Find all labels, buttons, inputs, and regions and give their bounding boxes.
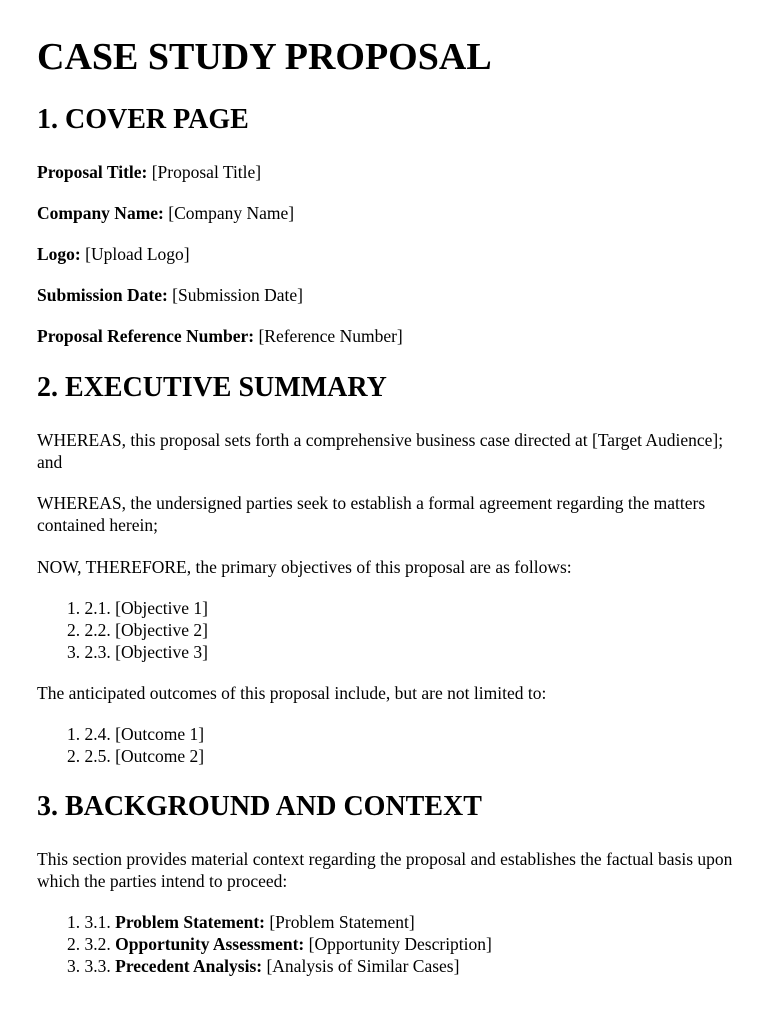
- list-item: 2. 2.2. [Objective 2]: [67, 620, 208, 640]
- item-label: Opportunity Assessment:: [115, 934, 305, 954]
- paragraph-whereas-1: WHEREAS, this proposal sets forth a comprehensive business case directed at [Target Audience]; and: [37, 430, 724, 472]
- paragraph-now-therefore: NOW, THEREFORE, the primary objectives of this proposal are as follows:: [37, 557, 572, 577]
- field-logo: [37, 243, 737, 265]
- field-proposal-title: [37, 161, 737, 183]
- list-item: [37, 933, 492, 955]
- item-number: 2. 3.2.: [67, 934, 116, 954]
- paragraph-anticipated-outcomes: The anticipated outcomes of this proposal include, but are not limited to:: [37, 683, 547, 703]
- item-value: [Problem Statement]: [269, 912, 415, 932]
- field-label: Logo:: [37, 244, 81, 264]
- item-label: Precedent Analysis:: [115, 956, 263, 976]
- objectives-list: [37, 597, 208, 663]
- field-label: Company Name:: [37, 203, 164, 223]
- list-item: 1. 2.1. [Objective 1]: [67, 598, 208, 618]
- section-heading-background-and-context: 3. BACKGROUND AND CONTEXT: [37, 791, 482, 822]
- paragraph-background-intro: This section provides material context regarding the proposal and establishes the factual basis upon which the parties intend to proceed:: [37, 849, 733, 891]
- list-item: 2. 2.5. [Outcome 2]: [67, 746, 205, 766]
- list-item: [37, 955, 492, 977]
- section-heading-executive-summary: 2. EXECUTIVE SUMMARY: [37, 372, 387, 403]
- outcomes-list: [37, 723, 204, 767]
- paragraph-whereas-2: WHEREAS, the undersigned parties seek to establish a formal agreement regarding the matters contained herein;: [37, 493, 706, 535]
- field-company-name: [37, 202, 737, 224]
- field-proposal-reference-number: [37, 325, 737, 347]
- field-value: [Proposal Title]: [151, 162, 262, 182]
- field-value: [Reference Number]: [258, 326, 403, 346]
- field-label: Proposal Title:: [37, 162, 148, 182]
- field-value: [Upload Logo]: [85, 244, 190, 264]
- list-item: [37, 911, 492, 933]
- field-submission-date: [37, 284, 737, 306]
- section-heading-cover-page: 1. COVER PAGE: [37, 104, 249, 135]
- list-item: 1. 2.4. [Outcome 1]: [67, 724, 205, 744]
- item-value: [Opportunity Description]: [308, 934, 492, 954]
- field-value: [Submission Date]: [172, 285, 303, 305]
- item-number: 3. 3.3.: [67, 956, 116, 976]
- field-label: Proposal Reference Number:: [37, 326, 255, 346]
- item-number: 1. 3.1.: [67, 912, 116, 932]
- list-item: 3. 2.3. [Objective 3]: [67, 642, 208, 662]
- field-label: Submission Date:: [37, 285, 168, 305]
- item-value: [Analysis of Similar Cases]: [266, 956, 460, 976]
- document-title: CASE STUDY PROPOSAL: [37, 36, 492, 78]
- background-list: [37, 911, 492, 977]
- item-label: Problem Statement:: [115, 912, 265, 932]
- field-value: [Company Name]: [168, 203, 295, 223]
